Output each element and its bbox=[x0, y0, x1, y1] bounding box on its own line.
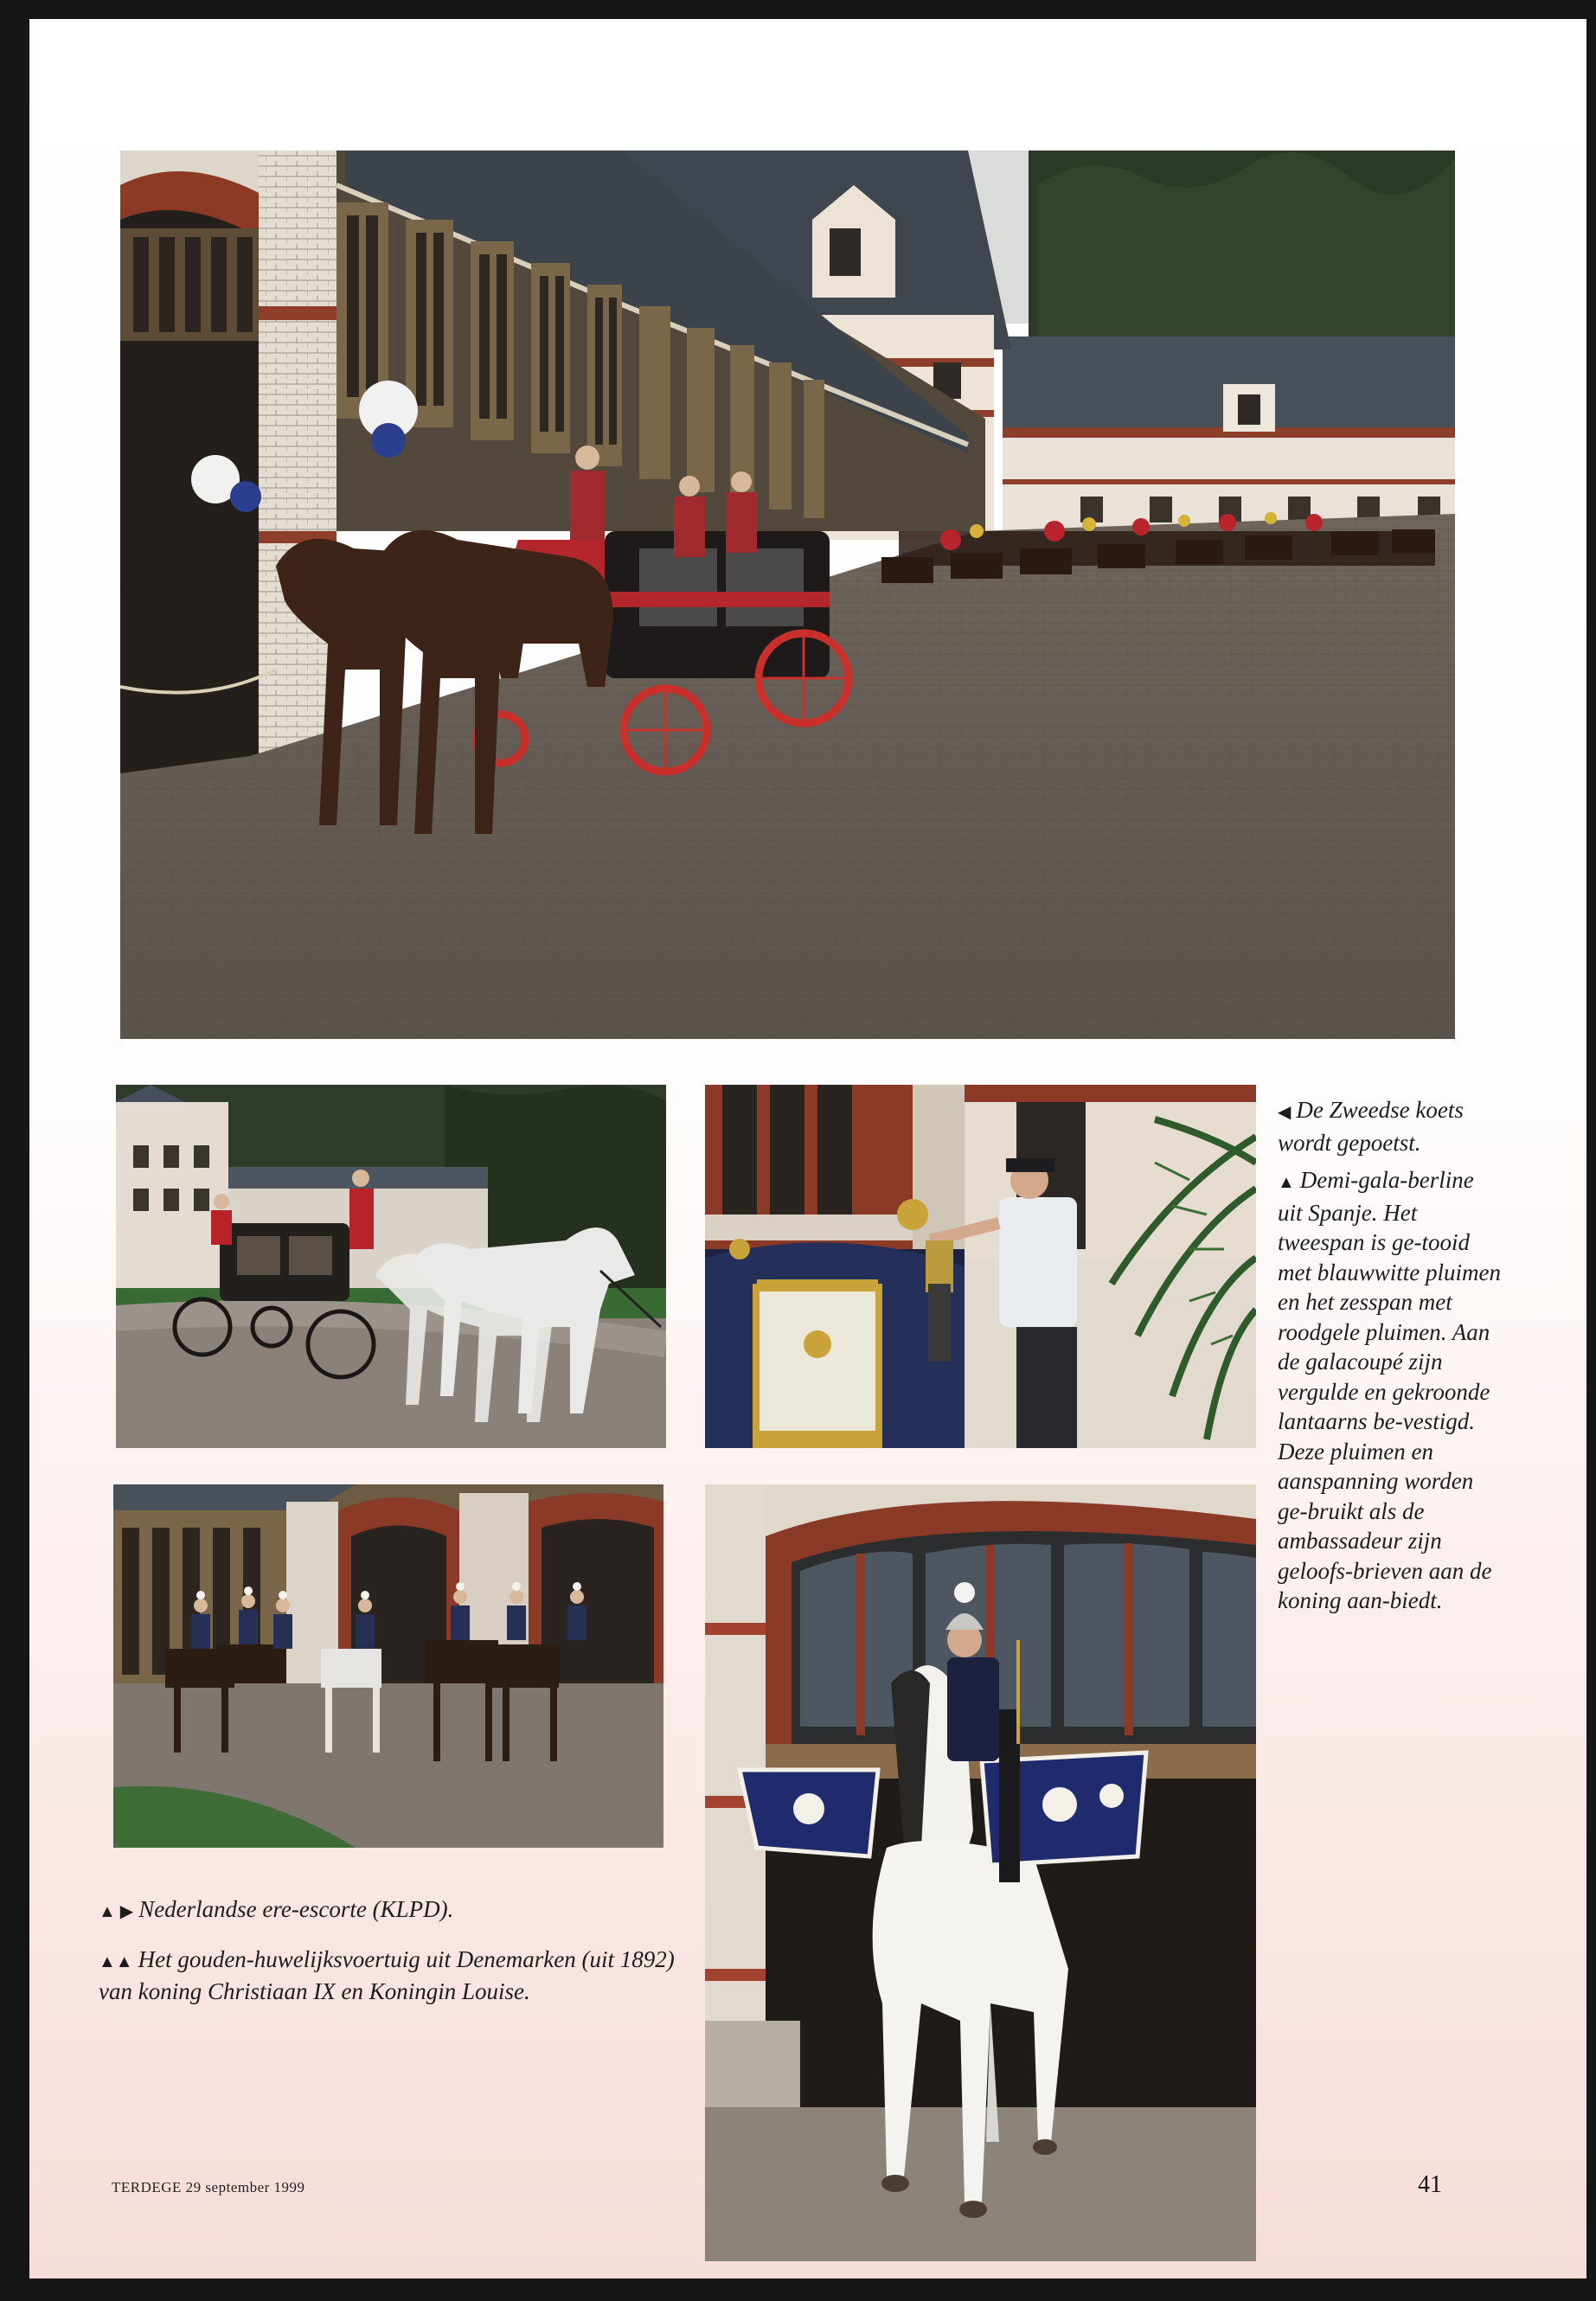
up-triangle-icon: ▲ bbox=[1278, 1173, 1295, 1192]
caption-escort: ▲ ▶ Nederlandse ere-escorte (KLPD). bbox=[99, 1896, 454, 1922]
page-number: 41 bbox=[1418, 2171, 1442, 2198]
caption-swedish-coach: ◀ De Zweedse koets wordt gepoetst. bbox=[1278, 1097, 1464, 1156]
double-up-triangle-icons: ▲▲ bbox=[99, 1952, 133, 1971]
photo-coaches-courtyard bbox=[120, 151, 1455, 1039]
photo-coach-polishing bbox=[705, 1085, 1256, 1448]
caption-left-column bbox=[99, 1894, 687, 2024]
caption-golden-wedding-coach: ▲▲ Het gouden-huwelijksvoertuig uit Denemarken (uit 1892) van koning Christiaan IX en Koningin Louise. bbox=[99, 1945, 675, 2004]
photo-gala-berline bbox=[116, 1085, 666, 1448]
left-triangle-icon: ◀ bbox=[1278, 1103, 1292, 1122]
up-right-triangle-icons: ▲ ▶ bbox=[99, 1902, 134, 1921]
caption-demi-gala: ▲ Demi-gala-berline uit Spanje. Het tweespan is ge-tooid met blauwwitte pluimen en het zesspan met roodgele pluimen. Aan de galacoupé zijn vergulde en gekroonde lantaarns be-vestigd. Deze pluimen en aanspanning worden ge-bruikt als de ambassadeur zijn geloofs-brieven aan de koning aan-biedt. bbox=[1278, 1167, 1501, 1613]
magazine-page bbox=[29, 19, 1586, 2279]
caption-right-column bbox=[1278, 1095, 1503, 1624]
photo-mounted-escort bbox=[113, 1484, 663, 1848]
footer-publication: TERDEGE 29 september 1999 bbox=[112, 2179, 305, 2195]
photo-white-horse bbox=[705, 1484, 1256, 2261]
